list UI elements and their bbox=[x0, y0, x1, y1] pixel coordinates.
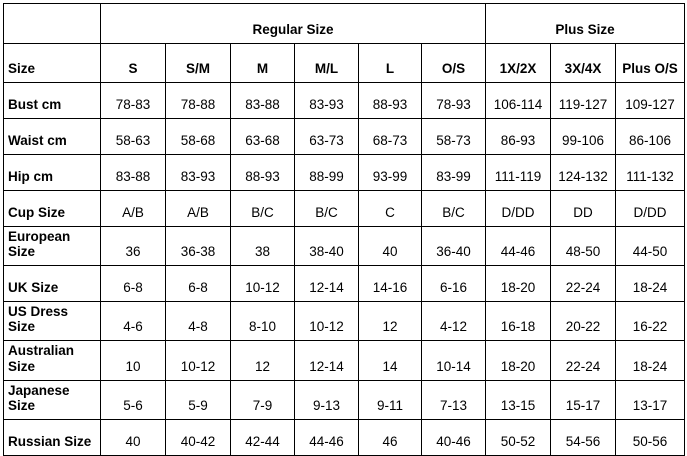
size-value-cell: 6-8 bbox=[166, 266, 231, 302]
size-header-label: Size bbox=[4, 44, 101, 83]
table-row bbox=[4, 341, 685, 380]
row-label: Japanese Size bbox=[4, 380, 101, 419]
size-value-cell: 109-127 bbox=[616, 83, 685, 119]
col-header-3x4x: 3X/4X bbox=[551, 44, 616, 83]
size-value-cell: 10-12 bbox=[295, 302, 359, 341]
size-value-cell: D/DD bbox=[616, 191, 685, 227]
size-value-cell: 36-38 bbox=[166, 227, 231, 266]
row-label: Hip cm bbox=[4, 155, 101, 191]
size-value-cell: 88-93 bbox=[359, 83, 422, 119]
size-value-cell: 36-40 bbox=[422, 227, 486, 266]
size-value-cell: 78-93 bbox=[422, 83, 486, 119]
size-value-cell: 48-50 bbox=[551, 227, 616, 266]
size-value-cell: 44-50 bbox=[616, 227, 685, 266]
size-value-cell: 119-127 bbox=[551, 83, 616, 119]
size-value-cell: 50-56 bbox=[616, 419, 685, 455]
size-value-cell: 63-73 bbox=[295, 119, 359, 155]
size-value-cell: 124-132 bbox=[551, 155, 616, 191]
col-header-os: O/S bbox=[422, 44, 486, 83]
size-value-cell: 46 bbox=[359, 419, 422, 455]
size-value-cell: B/C bbox=[295, 191, 359, 227]
col-header-plus-os: Plus O/S bbox=[616, 44, 685, 83]
size-value-cell: 14 bbox=[359, 341, 422, 380]
size-value-cell: 83-88 bbox=[101, 155, 166, 191]
size-value-cell: 10 bbox=[101, 341, 166, 380]
col-header-ml: M/L bbox=[295, 44, 359, 83]
size-value-cell: 83-93 bbox=[295, 83, 359, 119]
size-value-cell: 10-12 bbox=[231, 266, 295, 302]
size-value-cell: 15-17 bbox=[551, 380, 616, 419]
size-value-cell: 44-46 bbox=[486, 227, 551, 266]
size-value-cell: 36 bbox=[101, 227, 166, 266]
size-value-cell: 20-22 bbox=[551, 302, 616, 341]
group-header-row bbox=[4, 4, 685, 44]
size-value-cell: 83-99 bbox=[422, 155, 486, 191]
size-value-cell: 58-63 bbox=[101, 119, 166, 155]
size-value-cell: 86-106 bbox=[616, 119, 685, 155]
size-value-cell: 12-14 bbox=[295, 341, 359, 380]
size-value-cell: 54-56 bbox=[551, 419, 616, 455]
size-value-cell: A/B bbox=[101, 191, 166, 227]
size-value-cell: 38 bbox=[231, 227, 295, 266]
size-value-cell: 78-83 bbox=[101, 83, 166, 119]
table-row bbox=[4, 227, 685, 266]
row-label: European Size bbox=[4, 227, 101, 266]
column-header-row bbox=[4, 44, 685, 83]
size-value-cell: 12-14 bbox=[295, 266, 359, 302]
table-row bbox=[4, 155, 685, 191]
size-value-cell: 4-8 bbox=[166, 302, 231, 341]
size-value-cell: 44-46 bbox=[295, 419, 359, 455]
plus-size-group-header: Plus Size bbox=[486, 4, 685, 44]
row-label: Russian Size bbox=[4, 419, 101, 455]
size-value-cell: 18-20 bbox=[486, 266, 551, 302]
size-value-cell: B/C bbox=[422, 191, 486, 227]
table-header bbox=[4, 4, 685, 83]
row-label: UK Size bbox=[4, 266, 101, 302]
table-row bbox=[4, 266, 685, 302]
table-row bbox=[4, 191, 685, 227]
size-value-cell: 68-73 bbox=[359, 119, 422, 155]
size-value-cell: 111-132 bbox=[616, 155, 685, 191]
size-value-cell: 8-10 bbox=[231, 302, 295, 341]
size-value-cell: 9-11 bbox=[359, 380, 422, 419]
size-value-cell: 4-6 bbox=[101, 302, 166, 341]
table-row bbox=[4, 119, 685, 155]
size-value-cell: 38-40 bbox=[295, 227, 359, 266]
size-value-cell: 86-93 bbox=[486, 119, 551, 155]
size-value-cell: 14-16 bbox=[359, 266, 422, 302]
row-label: US Dress Size bbox=[4, 302, 101, 341]
col-header-l: L bbox=[359, 44, 422, 83]
table-row bbox=[4, 302, 685, 341]
size-value-cell: 58-73 bbox=[422, 119, 486, 155]
size-value-cell: 106-114 bbox=[486, 83, 551, 119]
table-row bbox=[4, 419, 685, 455]
row-label: Waist cm bbox=[4, 119, 101, 155]
size-value-cell: 50-52 bbox=[486, 419, 551, 455]
col-header-s: S bbox=[101, 44, 166, 83]
size-value-cell: 18-24 bbox=[616, 266, 685, 302]
size-value-cell: 12 bbox=[231, 341, 295, 380]
size-value-cell: 83-88 bbox=[231, 83, 295, 119]
size-value-cell: 13-17 bbox=[616, 380, 685, 419]
size-value-cell: 18-24 bbox=[616, 341, 685, 380]
size-value-cell: 10-12 bbox=[166, 341, 231, 380]
size-value-cell: 58-68 bbox=[166, 119, 231, 155]
size-value-cell: 40 bbox=[101, 419, 166, 455]
size-value-cell: 40-42 bbox=[166, 419, 231, 455]
size-value-cell: 22-24 bbox=[551, 341, 616, 380]
col-header-sm: S/M bbox=[166, 44, 231, 83]
table-row bbox=[4, 83, 685, 119]
size-value-cell: 93-99 bbox=[359, 155, 422, 191]
col-header-1x2x: 1X/2X bbox=[486, 44, 551, 83]
size-value-cell: 6-16 bbox=[422, 266, 486, 302]
corner-cell bbox=[4, 4, 101, 44]
size-value-cell: 5-6 bbox=[101, 380, 166, 419]
size-value-cell: D/DD bbox=[486, 191, 551, 227]
size-value-cell: 42-44 bbox=[231, 419, 295, 455]
col-header-m: M bbox=[231, 44, 295, 83]
size-value-cell: 99-106 bbox=[551, 119, 616, 155]
size-value-cell: 40-46 bbox=[422, 419, 486, 455]
size-value-cell: 18-20 bbox=[486, 341, 551, 380]
size-value-cell: 40 bbox=[359, 227, 422, 266]
size-value-cell: 83-93 bbox=[166, 155, 231, 191]
size-value-cell: C bbox=[359, 191, 422, 227]
size-value-cell: A/B bbox=[166, 191, 231, 227]
size-value-cell: 5-9 bbox=[166, 380, 231, 419]
size-value-cell: DD bbox=[551, 191, 616, 227]
size-value-cell: 16-22 bbox=[616, 302, 685, 341]
size-value-cell: 10-14 bbox=[422, 341, 486, 380]
size-value-cell: B/C bbox=[231, 191, 295, 227]
size-value-cell: 16-18 bbox=[486, 302, 551, 341]
size-value-cell: 9-13 bbox=[295, 380, 359, 419]
row-label: Australian Size bbox=[4, 341, 101, 380]
size-value-cell: 111-119 bbox=[486, 155, 551, 191]
size-value-cell: 4-12 bbox=[422, 302, 486, 341]
row-label: Bust cm bbox=[4, 83, 101, 119]
size-value-cell: 13-15 bbox=[486, 380, 551, 419]
size-chart-table bbox=[3, 3, 685, 456]
size-value-cell: 78-88 bbox=[166, 83, 231, 119]
size-value-cell: 7-13 bbox=[422, 380, 486, 419]
size-table-body bbox=[4, 83, 685, 456]
size-value-cell: 88-93 bbox=[231, 155, 295, 191]
size-value-cell: 22-24 bbox=[551, 266, 616, 302]
size-value-cell: 88-99 bbox=[295, 155, 359, 191]
size-value-cell: 63-68 bbox=[231, 119, 295, 155]
table-row bbox=[4, 380, 685, 419]
regular-size-group-header: Regular Size bbox=[101, 4, 486, 44]
size-value-cell: 7-9 bbox=[231, 380, 295, 419]
row-label: Cup Size bbox=[4, 191, 101, 227]
size-value-cell: 6-8 bbox=[101, 266, 166, 302]
size-value-cell: 12 bbox=[359, 302, 422, 341]
